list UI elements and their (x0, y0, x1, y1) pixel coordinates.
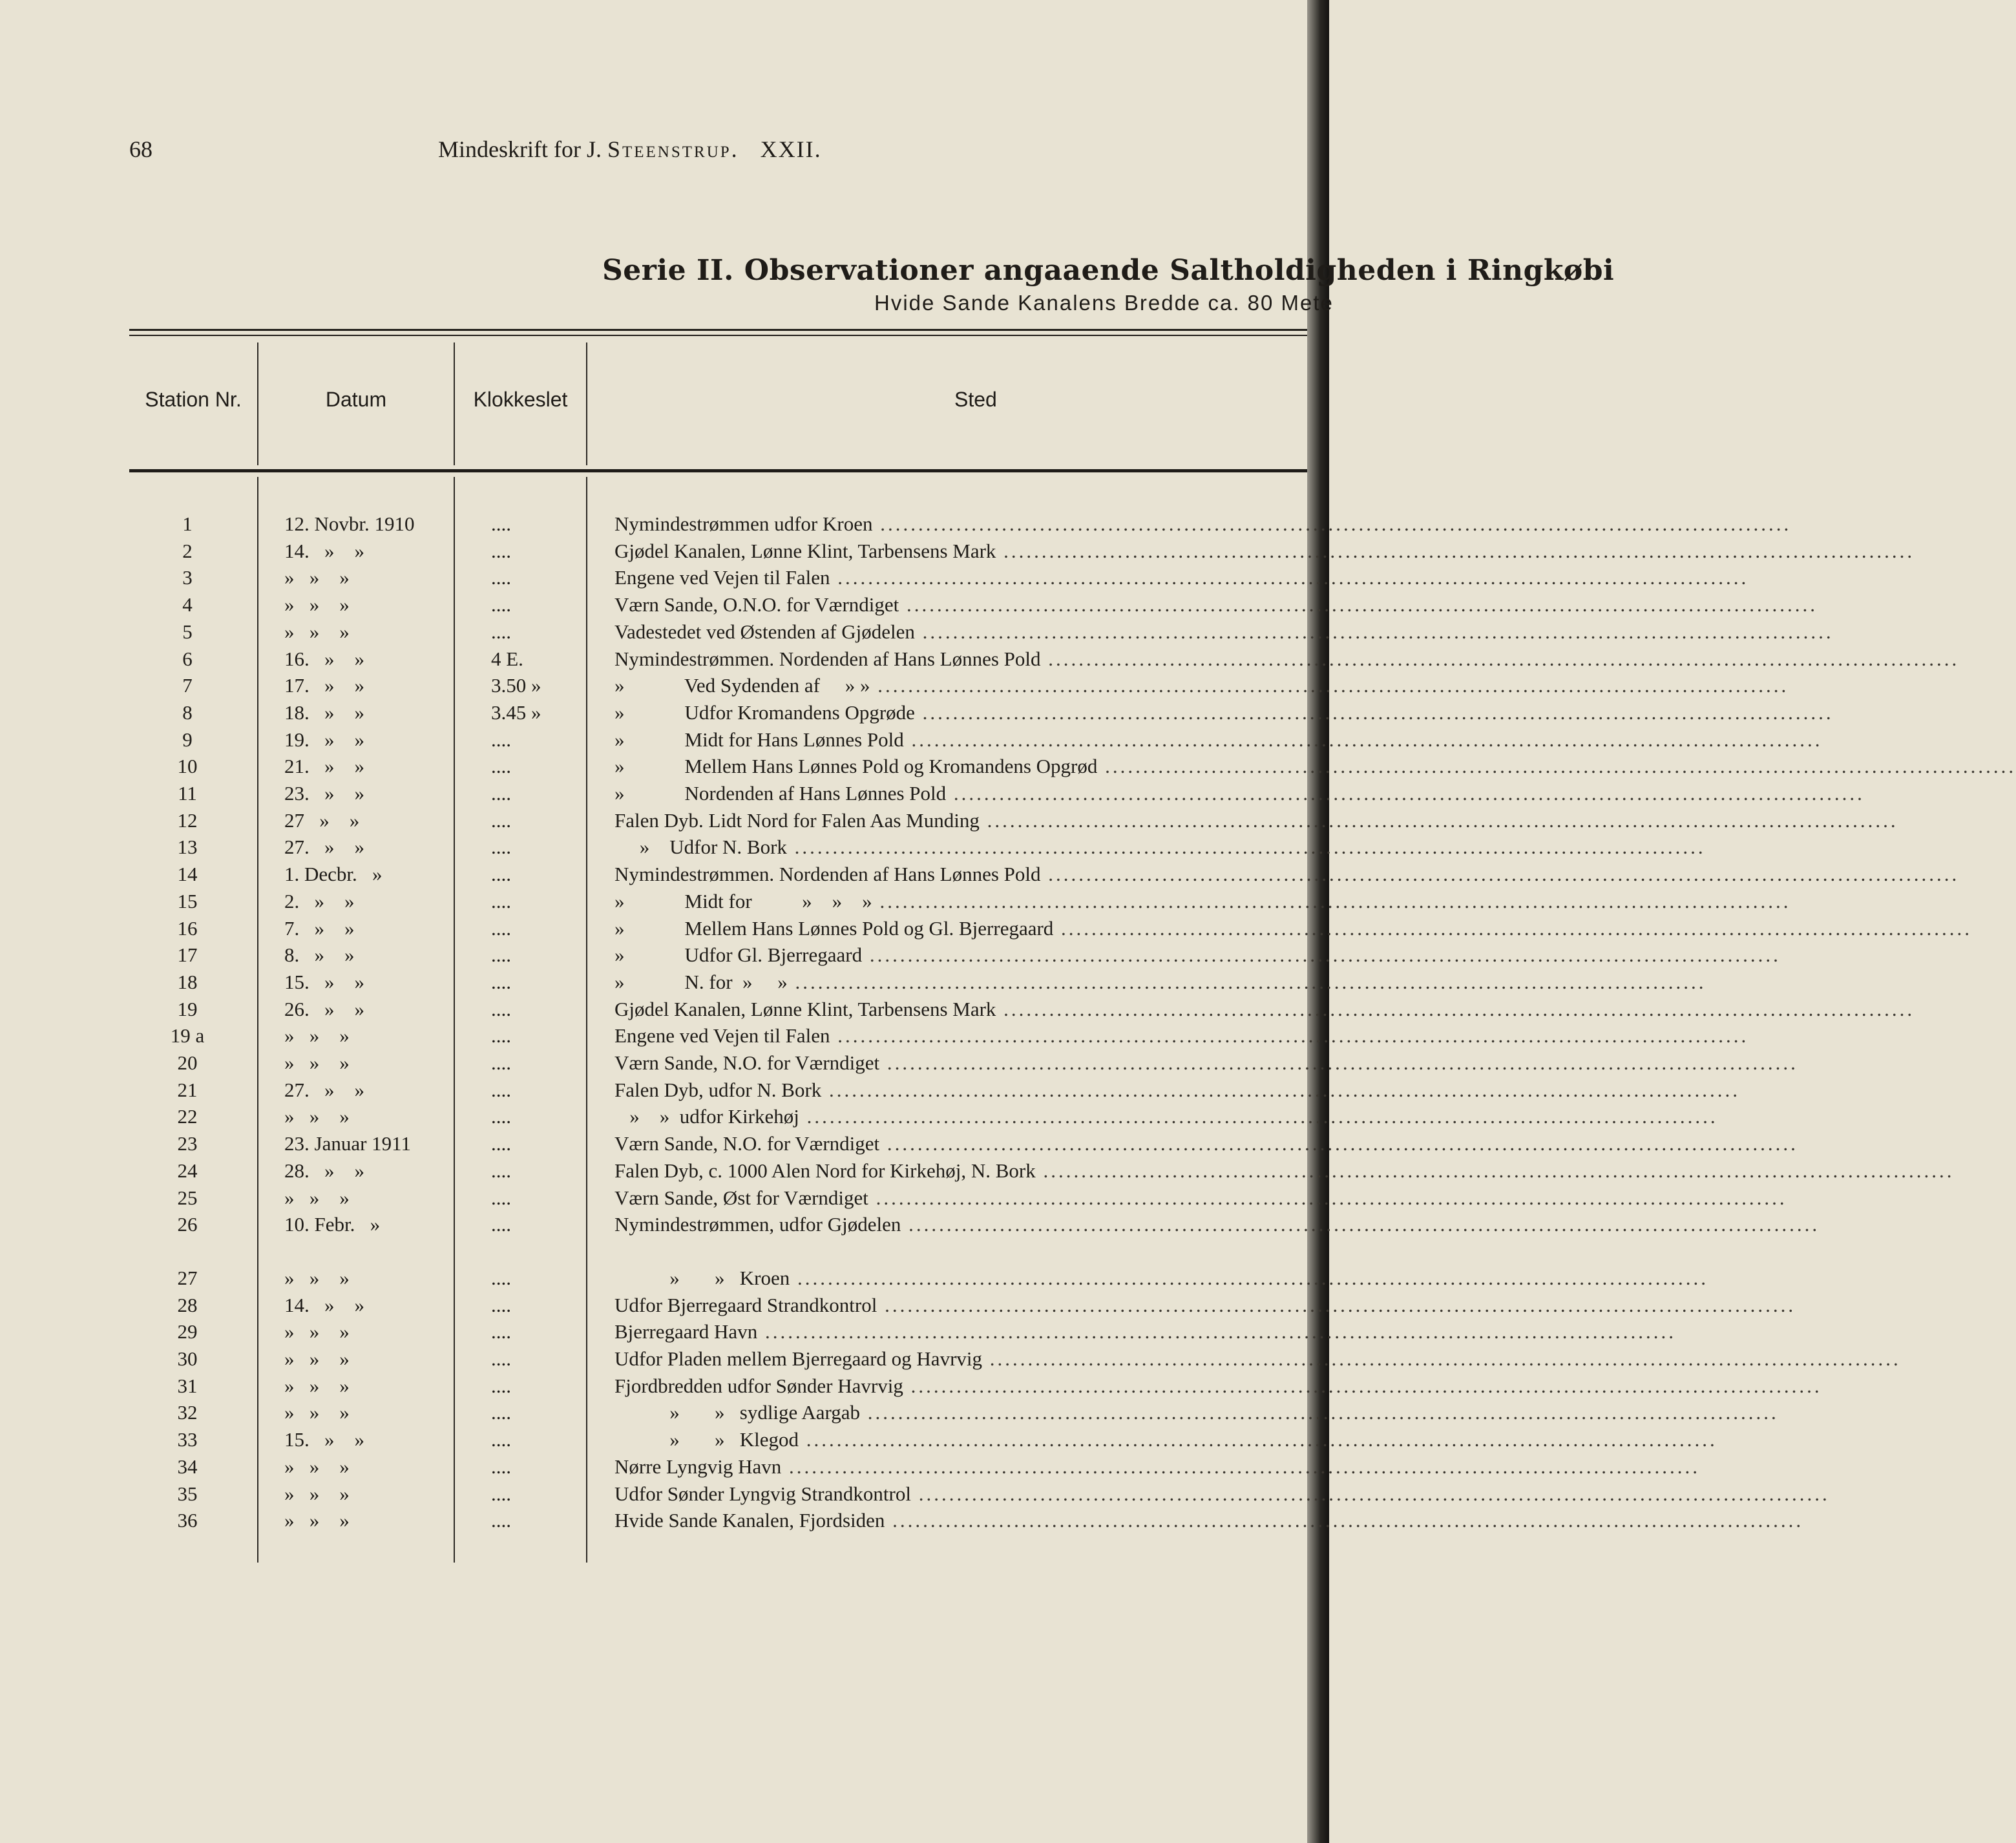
station-number: 24 (177, 1159, 198, 1182)
table-row (0, 1320, 1676, 1347)
table-row (0, 1267, 1708, 1294)
sted-text: Værn Sande, N.O. for Værndiget (614, 1132, 880, 1155)
table-top-rule-thin (129, 335, 1307, 336)
klokkeslet-cell: .... (491, 620, 511, 643)
table-row (0, 1482, 1830, 1510)
sted-text: » Ved Sydenden af » » (614, 674, 870, 697)
leader-dots: ........................................................................................................................ (799, 1428, 1717, 1451)
leader-dots: ........................................................................................................................ (901, 1213, 1820, 1236)
sted-text: Gjødel Kanalen, Lønne Klint, Tarbensens Mark (614, 998, 996, 1020)
klokkeslet-cell: .... (491, 1024, 511, 1047)
datum-cell: 18. » » (284, 701, 364, 724)
leader-dots: ........................................................................................................................ (872, 890, 1791, 912)
leader-dots: ........................................................................................................................ (879, 1132, 1798, 1155)
station-number: 26 (177, 1213, 198, 1236)
datum-cell: 23. » » (284, 782, 364, 805)
datum-cell: 28. » » (284, 1159, 364, 1182)
table-row (0, 1401, 1779, 1428)
table-row (0, 1024, 1749, 1051)
sted-cell (614, 648, 1960, 671)
leader-dots: ........................................................................................................................ (1035, 1159, 1955, 1182)
sted-cell (614, 863, 1960, 886)
leader-dots: ........................................................................................................................ (872, 512, 1792, 535)
table-row (0, 971, 1706, 998)
table-row (0, 728, 1823, 755)
datum-cell: 27 » » (284, 809, 360, 832)
table-row (0, 566, 1749, 593)
table-row (0, 1132, 1798, 1159)
sted-text: Nymindestrømmen. Nordenden af Hans Lønnes Pold (614, 648, 1041, 670)
datum-cell: 8. » » (284, 943, 355, 966)
table-row (0, 1159, 1955, 1186)
station-number: 2 (182, 540, 193, 562)
klokkeslet-cell: .... (491, 1213, 511, 1236)
table-row (0, 755, 2016, 782)
datum-cell: » » » (284, 1051, 350, 1074)
table-row (0, 540, 1915, 567)
datum-cell: » » » (284, 1482, 350, 1505)
sted-text: Nymindestrømmen udfor Kroen (614, 512, 873, 535)
station-number: 32 (177, 1401, 198, 1424)
sted-text: » Udfor Gl. Bjerregaard (614, 943, 863, 966)
sted-cell (614, 917, 1973, 940)
leader-dots: ........................................................................................................................ (982, 1347, 1901, 1370)
datum-cell: » » » (284, 1455, 350, 1478)
datum-cell: 14. » » (284, 1294, 364, 1316)
sted-cell (614, 1186, 1787, 1210)
klokkeslet-cell: .... (491, 540, 511, 562)
sted-cell (614, 1294, 1796, 1317)
station-number: 9 (182, 728, 193, 751)
station-number: 29 (177, 1320, 198, 1343)
datum-cell: » » » (284, 1509, 350, 1532)
table-top-rule (129, 329, 1307, 331)
leader-dots: ........................................................................................................................ (1097, 755, 2016, 777)
sted-text: Værn Sande, Øst for Værndiget (614, 1186, 868, 1209)
sted-cell (614, 943, 1781, 967)
station-number: 35 (177, 1482, 198, 1505)
sted-cell (614, 728, 1823, 752)
sted-text: Nymindestrømmen. Nordenden af Hans Lønnes Pold (614, 863, 1041, 885)
station-number: 6 (182, 648, 193, 670)
column-header-datum: Datum (325, 388, 387, 411)
leader-dots: ........................................................................................................................ (799, 1105, 1718, 1128)
klokkeslet-cell: .... (491, 1374, 511, 1397)
station-number: 22 (177, 1105, 198, 1128)
datum-cell: 19. » » (284, 728, 364, 751)
station-number: 18 (177, 971, 198, 993)
sted-text: Udfor Pladen mellem Bjerregaard og Havrvig (614, 1347, 983, 1370)
sted-cell (614, 1132, 1798, 1155)
leader-dots: ........................................................................................................................ (914, 620, 1834, 643)
station-number: 8 (182, 701, 193, 724)
sted-text: Bjerregaard Havn (614, 1320, 758, 1343)
sted-text: Udfor Sønder Lyngvig Strandkontrol (614, 1482, 911, 1505)
table-row (0, 1213, 1820, 1240)
station-number: 17 (177, 943, 198, 966)
station-number: 12 (177, 809, 198, 832)
station-number: 19 (177, 998, 198, 1020)
klokkeslet-cell: .... (491, 1186, 511, 1209)
datum-cell: » » » (284, 620, 350, 643)
leader-dots: ........................................................................................................................ (787, 971, 1706, 993)
klokkeslet-cell: .... (491, 593, 511, 616)
running-title-prefix: Mindeskrift for J. (438, 136, 602, 162)
leader-dots: ........................................................................................................................ (870, 674, 1789, 697)
datum-cell: 10. Febr. » (284, 1213, 381, 1236)
leader-dots: ........................................................................................................................ (914, 701, 1834, 724)
klokkeslet-cell: .... (491, 1294, 511, 1316)
station-number: 23 (177, 1132, 198, 1155)
sted-cell (614, 1482, 1830, 1506)
klokkeslet-cell: .... (491, 1347, 511, 1370)
datum-cell: 7. » » (284, 917, 355, 940)
sted-cell (614, 1024, 1749, 1048)
station-number: 30 (177, 1347, 198, 1370)
sted-cell (614, 1079, 1741, 1102)
sted-cell (614, 1428, 1717, 1451)
datum-cell: » » » (284, 1105, 350, 1128)
klokkeslet-cell: .... (491, 998, 511, 1020)
sted-text: » Udfor Kromandens Opgrøde (614, 701, 915, 724)
station-number: 13 (177, 836, 198, 858)
datum-cell: » » » (284, 593, 350, 616)
column-header-sted: Sted (954, 388, 997, 411)
leader-dots: ........................................................................................................................ (868, 1186, 1787, 1209)
klokkeslet-cell: .... (491, 1132, 511, 1155)
leader-dots: ........................................................................................................................ (786, 836, 1706, 858)
sted-cell (614, 782, 1865, 805)
datum-cell: 15. » » (284, 971, 364, 993)
sted-cell (614, 890, 1791, 913)
station-number: 36 (177, 1509, 198, 1532)
table-row (0, 701, 1834, 728)
table-row (0, 1186, 1787, 1214)
datum-cell: » » » (284, 1374, 350, 1397)
klokkeslet-cell: .... (491, 809, 511, 832)
klokkeslet-cell: .... (491, 1159, 511, 1182)
klokkeslet-cell: .... (491, 1482, 511, 1505)
station-number: 25 (177, 1186, 198, 1209)
sted-cell (614, 809, 1898, 832)
leader-dots: ........................................................................................................................ (899, 593, 1818, 616)
table-row (0, 674, 1789, 701)
datum-cell: 21. » » (284, 755, 364, 777)
table-row (0, 593, 1818, 620)
datum-cell: » » » (284, 1186, 350, 1209)
sted-text: » Udfor N. Bork (614, 836, 787, 858)
leader-dots: ........................................................................................................................ (946, 782, 1865, 805)
sted-text: Hvide Sande Kanalen, Fjordsiden (614, 1509, 885, 1532)
sted-text: Vadestedet ved Østenden af Gjødelen (614, 620, 915, 643)
station-number: 1 (182, 512, 193, 535)
sted-cell (614, 566, 1749, 589)
table-row (0, 1105, 1718, 1132)
klokkeslet-cell: .... (491, 917, 511, 940)
table-row (0, 917, 1973, 944)
klokkeslet-cell: 3.50 » (491, 674, 541, 697)
sted-cell (614, 1455, 1701, 1479)
datum-cell: 1. Decbr. » (284, 863, 383, 885)
sted-text: » » udfor Kirkehøj (614, 1105, 799, 1128)
sted-text: Nørre Lyngvig Havn (614, 1455, 782, 1478)
datum-cell: 26. » » (284, 998, 364, 1020)
station-number: 20 (177, 1051, 198, 1074)
table-header-rule (129, 469, 1307, 472)
table-row (0, 620, 1834, 648)
running-title-volume: XXII. (760, 136, 822, 162)
station-number: 16 (177, 917, 198, 940)
station-number: 34 (177, 1455, 198, 1478)
station-number: 3 (182, 566, 193, 589)
sted-text: Værn Sande, N.O. for Værndiget (614, 1051, 880, 1074)
datum-cell: » » » (284, 1267, 350, 1289)
serie-subtitle: Hvide Sande Kanalens Bredde ca. 80 Mete (874, 291, 1334, 315)
leader-dots: ........................................................................................................................ (830, 1024, 1749, 1047)
datum-cell: » » » (284, 1024, 350, 1047)
datum-cell: 14. » » (284, 540, 364, 562)
datum-cell: 2. » » (284, 890, 355, 912)
sted-text: Værn Sande, O.N.O. for Værndiget (614, 593, 899, 616)
sted-text: Gjødel Kanalen, Lønne Klint, Tarbensens Mark (614, 540, 996, 562)
leader-dots: ........................................................................................................................ (830, 566, 1749, 589)
table-row (0, 836, 1706, 863)
table-row (0, 1509, 1804, 1536)
sted-cell (614, 593, 1818, 616)
running-title-author: Steenstrup. (607, 136, 739, 162)
klokkeslet-cell: .... (491, 1051, 511, 1074)
leader-dots: ........................................................................................................................ (877, 1294, 1796, 1316)
sted-cell (614, 620, 1834, 644)
sted-cell (614, 1267, 1708, 1290)
table-row (0, 648, 1960, 675)
table-row (0, 1347, 1901, 1374)
sted-cell (614, 971, 1706, 994)
table-row (0, 512, 1792, 540)
sted-text: » Mellem Hans Lønnes Pold og Gl. Bjerregaard (614, 917, 1054, 940)
table-row (0, 890, 1791, 917)
sted-text: Nymindestrømmen, udfor Gjødelen (614, 1213, 901, 1236)
sted-text: Engene ved Vejen til Falen (614, 1024, 830, 1047)
table-row (0, 782, 1865, 809)
table-row (0, 1079, 1741, 1106)
klokkeslet-cell: .... (491, 1455, 511, 1478)
datum-cell: 27. » » (284, 836, 364, 858)
leader-dots: ........................................................................................................................ (862, 943, 1781, 966)
sted-cell (614, 1159, 1955, 1183)
klokkeslet-cell: .... (491, 890, 511, 912)
station-number: 11 (178, 782, 197, 805)
klokkeslet-cell: .... (491, 755, 511, 777)
station-number: 27 (177, 1267, 198, 1289)
sted-cell (614, 1320, 1676, 1343)
column-header-station: Station Nr. (145, 388, 242, 411)
station-number: 15 (177, 890, 198, 912)
datum-cell: 17. » » (284, 674, 364, 697)
sted-cell (614, 674, 1789, 697)
sted-text: » Midt for Hans Lønnes Pold (614, 728, 904, 751)
klokkeslet-cell: .... (491, 728, 511, 751)
station-number: 7 (182, 674, 193, 697)
klokkeslet-cell: .... (491, 1401, 511, 1424)
sted-text: » » Kroen (614, 1267, 790, 1289)
table-row (0, 1455, 1701, 1482)
datum-cell: » » » (284, 566, 350, 589)
sted-cell (614, 1374, 1822, 1398)
sted-cell (614, 1401, 1779, 1424)
klokkeslet-cell: 3.45 » (491, 701, 541, 724)
leader-dots: ........................................................................................................................ (910, 1482, 1830, 1505)
table-row (0, 863, 1960, 890)
klokkeslet-cell: .... (491, 1267, 511, 1289)
sted-cell (614, 540, 1915, 563)
klokkeslet-cell: .... (491, 1509, 511, 1532)
serie-title: Serie II. Observationer angaaende Saltholdigheden i Ringkøbi (602, 254, 1615, 287)
sted-cell (614, 1347, 1901, 1371)
datum-cell: » » » (284, 1401, 350, 1424)
table-row (0, 943, 1781, 971)
leader-dots: ........................................................................................................................ (757, 1320, 1676, 1343)
klokkeslet-cell: 4 E. (491, 648, 523, 670)
klokkeslet-cell: .... (491, 836, 511, 858)
sted-cell (614, 701, 1834, 724)
leader-dots: ........................................................................................................................ (790, 1267, 1708, 1289)
datum-cell: » » » (284, 1320, 350, 1343)
sted-text: Engene ved Vejen til Falen (614, 566, 830, 589)
klokkeslet-cell: .... (491, 943, 511, 966)
sted-text: Fjordbredden udfor Sønder Havrvig (614, 1374, 903, 1397)
sted-text: » N. for » » (614, 971, 788, 993)
sted-cell (614, 836, 1706, 859)
sted-text: Falen Dyb. Lidt Nord for Falen Aas Munding (614, 809, 980, 832)
station-number: 28 (177, 1294, 198, 1316)
leader-dots: ........................................................................................................................ (821, 1079, 1741, 1101)
leader-dots: ........................................................................................................................ (996, 998, 1915, 1020)
leader-dots: ........................................................................................................................ (1040, 863, 1960, 885)
klokkeslet-cell: .... (491, 863, 511, 885)
sted-cell (614, 512, 1792, 536)
klokkeslet-cell: .... (491, 1320, 511, 1343)
sted-cell (614, 1051, 1798, 1075)
table-row (0, 1294, 1796, 1321)
table-row (0, 1428, 1717, 1455)
klokkeslet-cell: .... (491, 566, 511, 589)
klokkeslet-cell: .... (491, 971, 511, 993)
leader-dots: ........................................................................................................................ (903, 1374, 1822, 1397)
sted-text: Falen Dyb, c. 1000 Alen Nord for Kirkehøj, N. Bork (614, 1159, 1036, 1182)
klokkeslet-cell: .... (491, 1079, 511, 1101)
leader-dots: ........................................................................................................................ (879, 1051, 1798, 1074)
datum-cell: 12. Novbr. 1910 (284, 512, 415, 535)
leader-dots: ........................................................................................................................ (885, 1509, 1804, 1532)
datum-cell: 16. » » (284, 648, 364, 670)
table-row (0, 998, 1915, 1025)
leader-dots: ........................................................................................................................ (1040, 648, 1960, 670)
leader-dots: ........................................................................................................................ (996, 540, 1915, 562)
station-number: 21 (177, 1079, 198, 1101)
sted-cell (614, 755, 2016, 778)
sted-text: » Mellem Hans Lønnes Pold og Kromandens Opgrød (614, 755, 1098, 777)
leader-dots: ........................................................................................................................ (781, 1455, 1701, 1478)
sted-text: » » sydlige Aargab (614, 1401, 861, 1424)
table-row (0, 809, 1898, 836)
table-row (0, 1374, 1822, 1402)
sted-text: Falen Dyb, udfor N. Bork (614, 1079, 822, 1101)
page-number: 68 (129, 136, 152, 162)
klokkeslet-cell: .... (491, 512, 511, 535)
sted-cell (614, 1509, 1804, 1532)
column-header-klokkeslet: Klokkeslet (473, 388, 568, 411)
station-number: 31 (177, 1374, 198, 1397)
sted-text: » » Klegod (614, 1428, 799, 1451)
sted-cell (614, 1105, 1718, 1128)
klokkeslet-cell: .... (491, 1105, 511, 1128)
running-header (0, 136, 1292, 174)
datum-cell: 23. Januar 1911 (284, 1132, 412, 1155)
klokkeslet-cell: .... (491, 1428, 511, 1451)
datum-cell: » » » (284, 1347, 350, 1370)
sted-text: » Midt for » » » (614, 890, 872, 912)
klokkeslet-cell: .... (491, 782, 511, 805)
leader-dots: ........................................................................................................................ (860, 1401, 1779, 1424)
station-number: 33 (177, 1428, 198, 1451)
sted-text: Udfor Bjerregaard Strandkontrol (614, 1294, 877, 1316)
station-number: 4 (182, 593, 193, 616)
leader-dots: ........................................................................................................................ (979, 809, 1898, 832)
station-number: 10 (177, 755, 198, 777)
datum-cell: 15. » » (284, 1428, 364, 1451)
sted-cell (614, 1213, 1820, 1236)
table-row (0, 1051, 1798, 1079)
running-title (438, 136, 822, 163)
leader-dots: ........................................................................................................................ (903, 728, 1823, 751)
station-number: 5 (182, 620, 193, 643)
datum-cell: 27. » » (284, 1079, 364, 1101)
sted-text: » Nordenden af Hans Lønnes Pold (614, 782, 947, 805)
station-number: 19 a (170, 1024, 205, 1047)
station-number: 14 (177, 863, 198, 885)
sted-cell (614, 998, 1915, 1021)
leader-dots: ........................................................................................................................ (1053, 917, 1973, 940)
